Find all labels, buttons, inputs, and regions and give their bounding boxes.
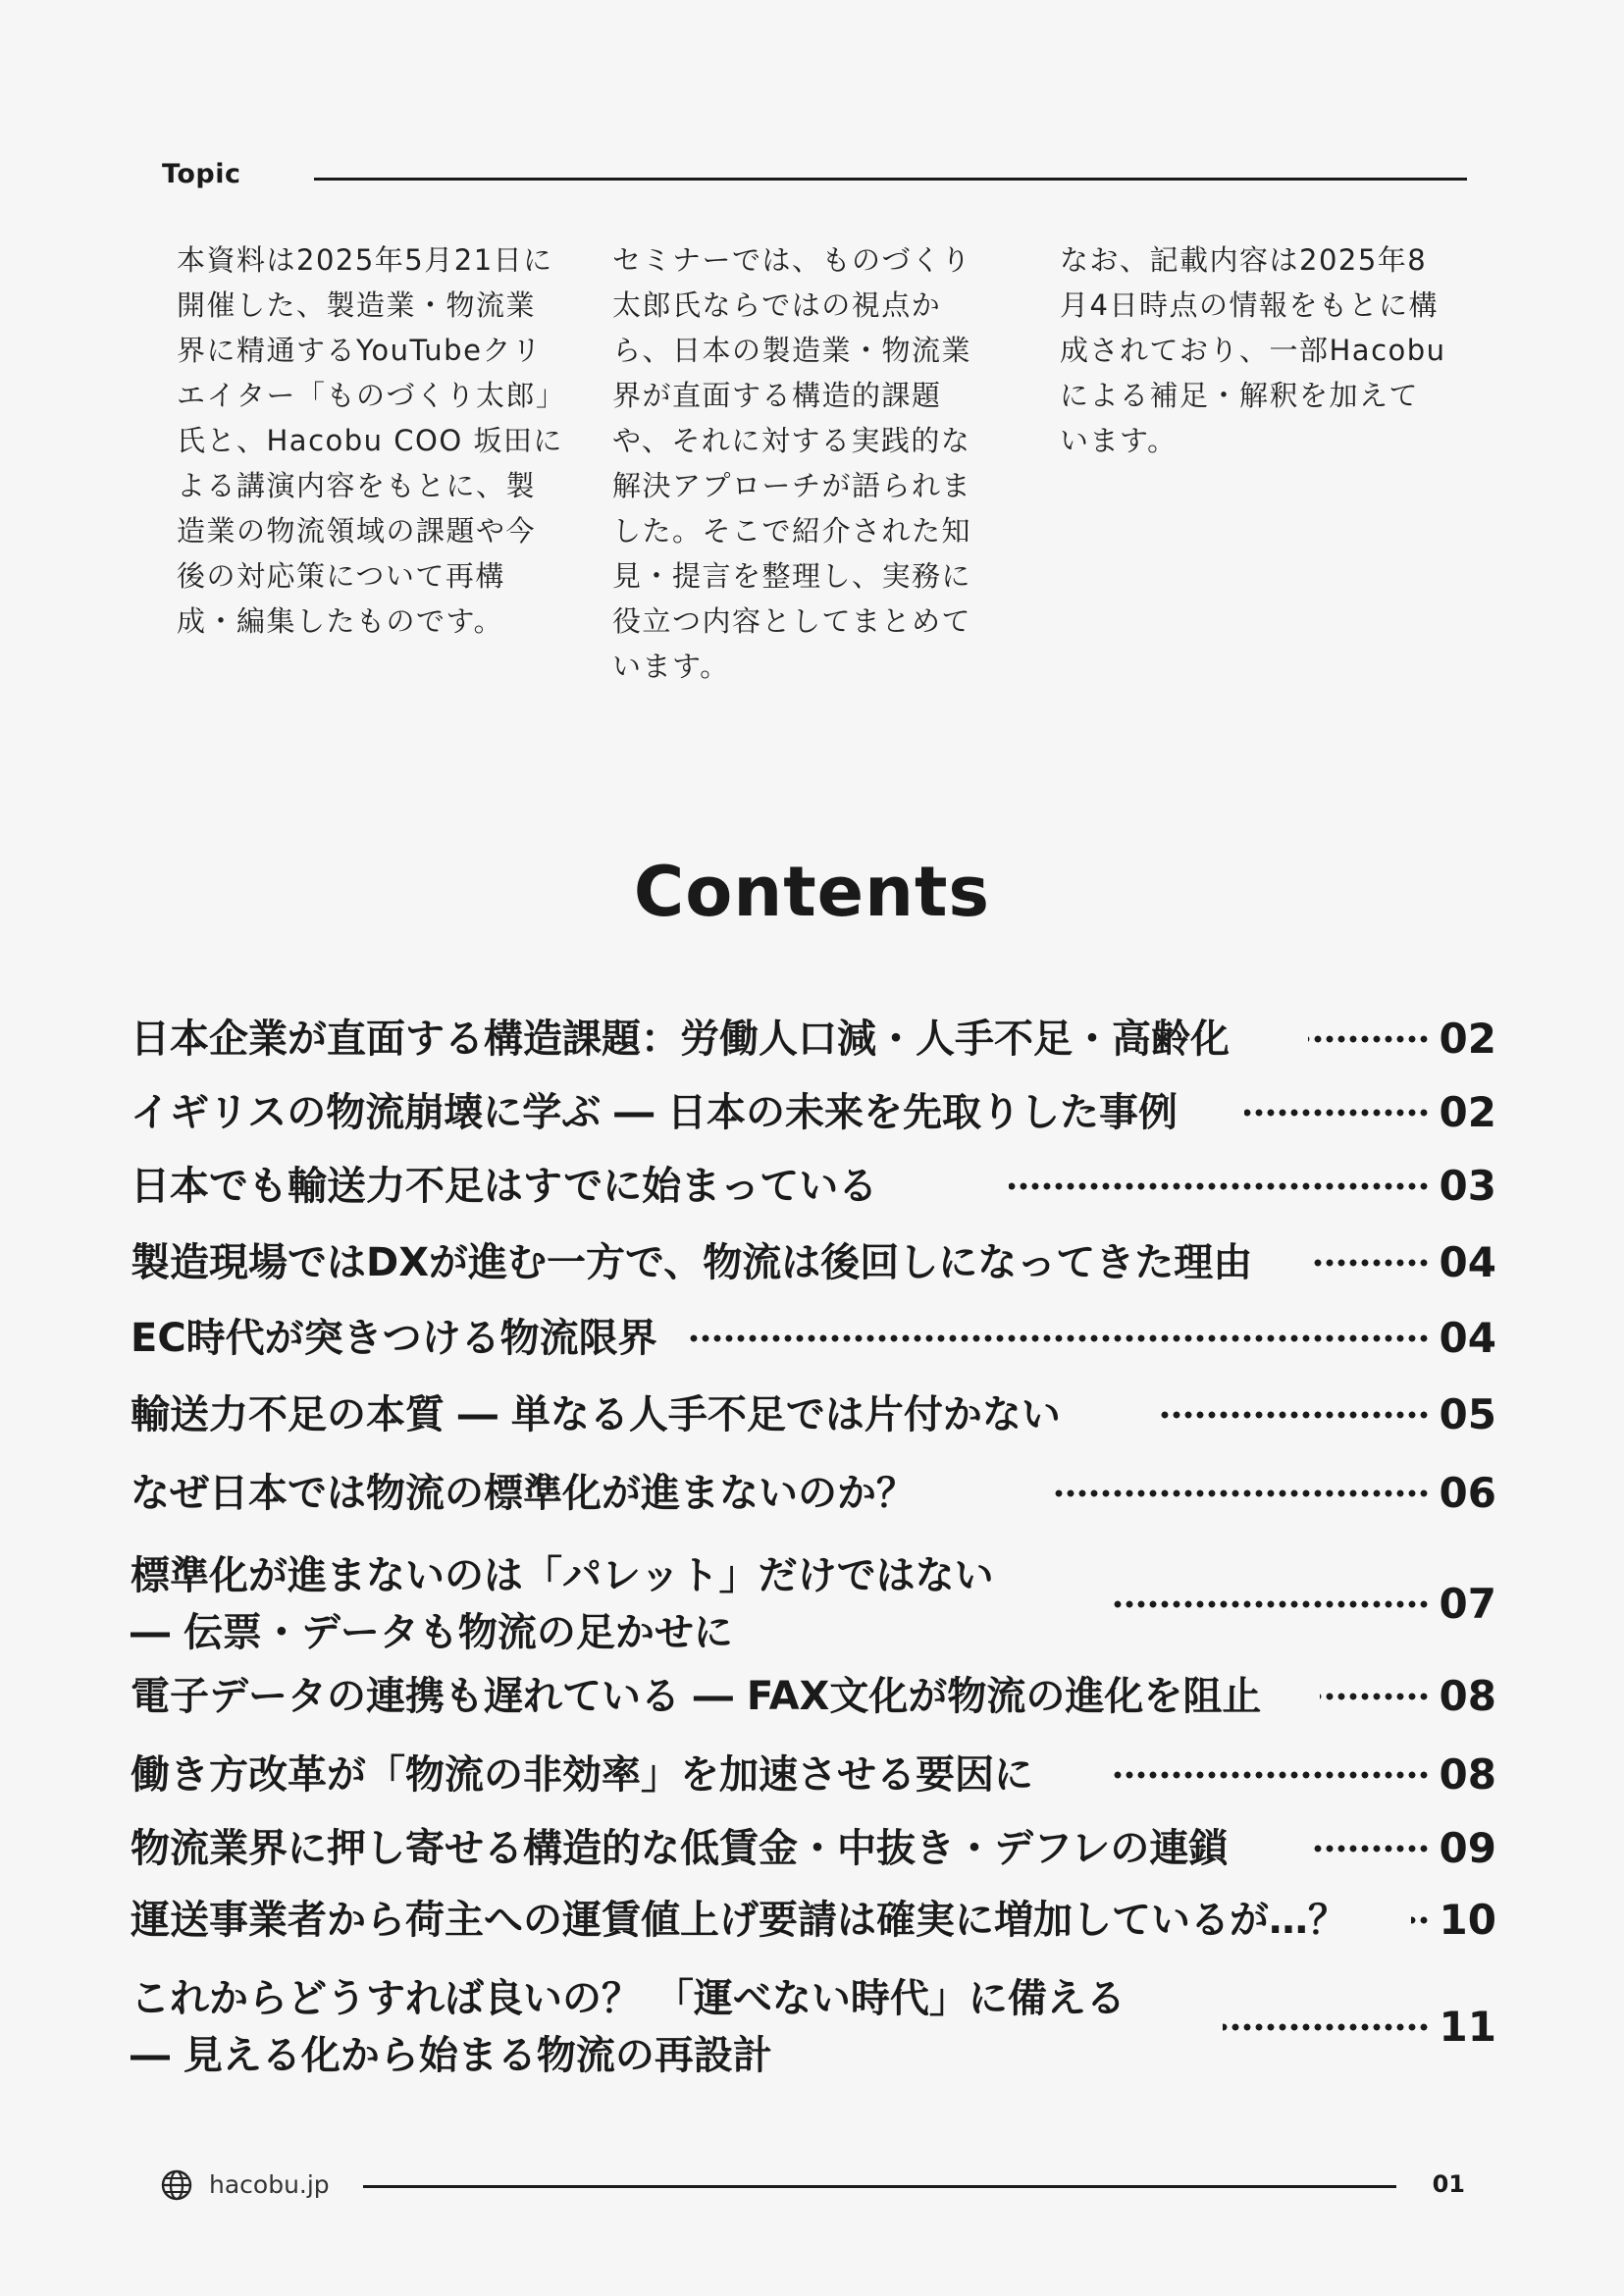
intro-column-2 — [612, 237, 1015, 689]
topic-label: Topic — [162, 159, 241, 189]
toc-item-page: 05 — [1439, 1390, 1496, 1438]
toc-item[interactable] — [131, 1820, 1496, 1877]
toc-item-title: 標準化が進まないのは「パレット」だけではない ― 伝票・データも物流の足かせに — [131, 1553, 994, 1655]
intro-paragraph-2: セミナーでは、ものづくり 太郎氏ならではの視点か ら、日本の製造業・物流業 界が直面する構造的課題 や、それに対する実践的な 解決アプローチが語られま した。そこで紹介された知 見・提言を整理し、実務に 役立つ内容としてまとめて います。 — [612, 243, 972, 683]
toc-item-title: これからどうすれば良いの？ 「運べない時代」に備える ― 見える化から始まる物流の再設計 — [131, 1976, 1126, 2078]
footer-divider — [363, 2185, 1396, 2188]
toc-leader-dots — [1053, 1488, 1430, 1498]
toc-leader-dots — [1308, 1034, 1430, 1044]
toc-leader-dots — [1411, 1915, 1430, 1925]
toc-item[interactable] — [131, 1547, 1496, 1661]
toc-item[interactable] — [131, 1892, 1496, 1949]
contents-title: Contents — [633, 852, 991, 932]
toc-item[interactable] — [131, 1386, 1496, 1443]
toc-item[interactable] — [131, 1011, 1496, 1068]
toc-item[interactable] — [131, 1158, 1496, 1215]
toc-leader-dots — [1313, 1258, 1430, 1268]
toc-item-page: 09 — [1439, 1824, 1496, 1872]
toc-item-title: 物流業界に押し寄せる構造的な低賃金・中抜き・デフレの連鎖 — [131, 1826, 1229, 1871]
intro-column-1 — [177, 237, 579, 644]
toc-item-title: EC時代が突きつける物流限界 — [131, 1316, 657, 1361]
toc-item-page: 08 — [1439, 1672, 1496, 1720]
intro-paragraph-1: 本資料は2025年5月21日に 開催した、製造業・物流業 界に精通するYouTubeクリ エイター「ものづくり太郎」 氏と、Hacobu COO 坂田に よる講演内容をもとに、製 造業の物流領域の課題や今 後の対応策について再構 成・編集したものです。 — [177, 243, 566, 638]
toc-item-page: 11 — [1439, 2003, 1496, 2051]
toc-item[interactable] — [131, 1747, 1496, 1803]
toc-item-page: 04 — [1439, 1314, 1496, 1362]
toc-leader-dots — [1110, 1599, 1430, 1609]
toc-item-page: 06 — [1439, 1469, 1496, 1517]
footer — [160, 2166, 1465, 2206]
globe-icon — [160, 2168, 193, 2202]
topic-header — [162, 159, 1467, 198]
toc-leader-dots — [1110, 1770, 1430, 1780]
toc-item-title: 電子データの連携も遅れている ― FAX文化が物流の進化を阻止 — [131, 1674, 1262, 1719]
toc-item-page: 10 — [1439, 1896, 1496, 1944]
toc-item-title: なぜ日本では物流の標準化が進まないのか？ — [131, 1471, 916, 1516]
intro-paragraph-3: なお、記載内容は2025年8 月4日時点の情報をもとに構 成されており、一部Hacobu による補足・解釈を加えて います。 — [1060, 243, 1446, 457]
toc-item-page: 08 — [1439, 1750, 1496, 1799]
toc-item[interactable] — [131, 1310, 1496, 1367]
toc-item-page: 02 — [1439, 1088, 1496, 1136]
toc-leader-dots — [1311, 1844, 1430, 1853]
toc-item-title: 働き方改革が「物流の非効率」を加速させる要因に — [131, 1752, 1033, 1798]
toc-item-page: 03 — [1439, 1162, 1496, 1210]
toc-leader-dots — [1244, 1108, 1430, 1118]
intro-column-3 — [1060, 237, 1462, 463]
toc-item[interactable] — [131, 1668, 1496, 1725]
toc-item-title: 日本企業が直面する構造課題：労働人口減・人手不足・高齢化 — [131, 1017, 1230, 1062]
toc-item-title: 日本でも輸送力不足はすでに始まっている — [131, 1164, 878, 1209]
toc-item-page: 07 — [1439, 1580, 1496, 1628]
site-url: hacobu.jp — [209, 2170, 330, 2199]
toc-item[interactable] — [131, 1970, 1496, 2084]
toc-item[interactable] — [131, 1234, 1496, 1291]
toc-item-title: 製造現場ではDXが進む一方で、物流は後回しになってきた理由 — [131, 1240, 1253, 1285]
toc-item-title: イギリスの物流崩壊に学ぶ ― 日本の未来を先取りした事例 — [131, 1090, 1179, 1135]
toc-leader-dots — [1009, 1181, 1430, 1191]
toc-item-page: 04 — [1439, 1238, 1496, 1286]
toc-leader-dots — [1320, 1692, 1430, 1701]
toc-item[interactable] — [131, 1465, 1496, 1522]
toc-leader-dots — [688, 1333, 1430, 1343]
toc-item-page: 02 — [1439, 1015, 1496, 1063]
page-number: 01 — [1432, 2170, 1465, 2198]
toc-item-title: 運送事業者から荷主への運賃値上げ要請は確実に増加しているが…？ — [131, 1898, 1347, 1943]
toc-leader-dots — [1161, 1410, 1430, 1420]
toc-item[interactable] — [131, 1084, 1496, 1141]
topic-divider — [314, 178, 1467, 181]
toc-item-title: 輸送力不足の本質 ― 単なる人手不足では片付かない — [131, 1392, 1061, 1437]
toc-leader-dots — [1223, 2022, 1430, 2032]
